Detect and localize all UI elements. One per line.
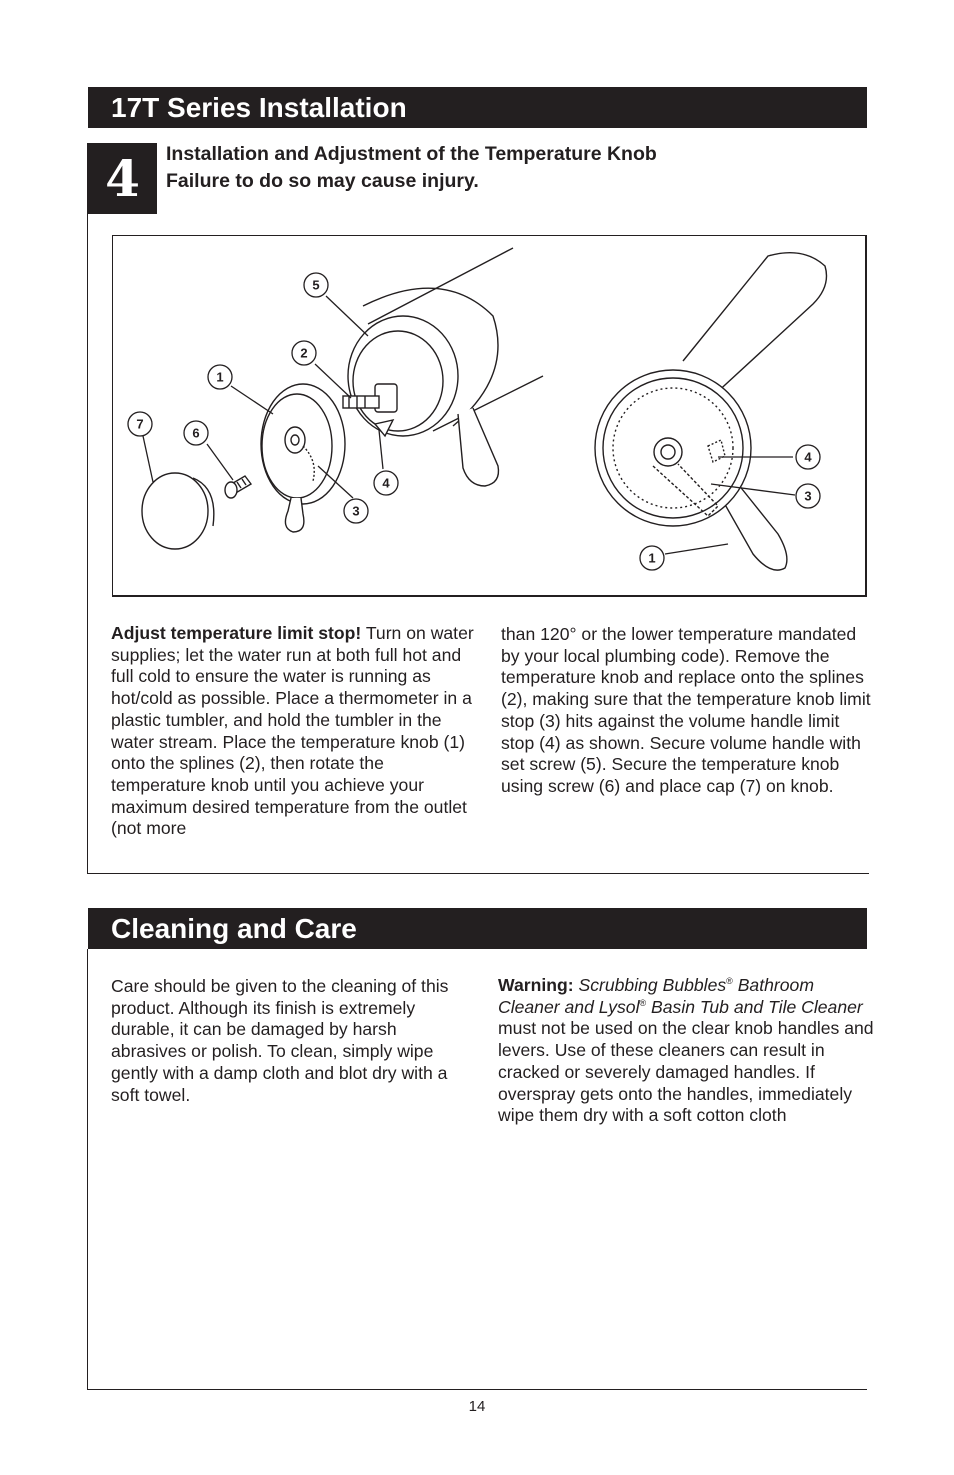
- section-title-cleaning: Cleaning and Care: [88, 908, 867, 949]
- page-number: 14: [468, 1398, 486, 1415]
- callout-1: [208, 365, 232, 389]
- section1-left-rule: [87, 143, 88, 874]
- product-name-1-rest: Bathroom Cleaner and Lysol: [498, 975, 814, 1017]
- svg-text:6: 6: [192, 425, 200, 441]
- warning-label: Warning:: [498, 975, 574, 995]
- step-heading-warning: Failure to do so may cause injury.: [166, 170, 479, 192]
- callout-2: [292, 341, 316, 365]
- install-instructions-col2: [501, 624, 871, 798]
- svg-text:3: 3: [804, 488, 812, 504]
- section1-bottom-rule: [87, 873, 869, 874]
- callout-3-right: [796, 484, 820, 508]
- section2-bottom-rule: [87, 1389, 867, 1390]
- exploded-view-illustration: [113, 236, 865, 595]
- callout-3-left: [344, 499, 368, 523]
- instruction-lead: Adjust temperature limit stop!: [111, 623, 362, 643]
- svg-text:1: 1: [216, 369, 224, 385]
- cleaning-paragraph: Care should be given to the cleaning of this product. Although its finish is extremely durable, it can be damaged by harsh abrasives or polish. To clean, simply wipe gently with a damp cloth and blot dry with a soft towel.: [111, 976, 449, 1105]
- registered-mark-1: ®: [726, 976, 733, 986]
- knob-cap: [142, 473, 208, 549]
- step-heading-title: Installation and Adjustment of the Temperature Knob: [166, 143, 657, 165]
- svg-text:2: 2: [300, 345, 308, 361]
- section-title-installation: 17T Series Installation: [88, 87, 867, 128]
- warning-body: must not be used on the clear knob handles and levers. Use of these cleaners can result in cracked or severely damaged handles. If overspray gets onto the handles, immediately wipe them dry with a soft cotton cloth: [498, 1018, 874, 1126]
- callout-4-right: [796, 445, 820, 469]
- right-knob-hub: [654, 438, 682, 466]
- callout-7: [128, 412, 152, 436]
- callout-4-left: [374, 471, 398, 495]
- instruction-text-part2: than 120° or the lower temperature mandated by your local plumbing code). Remove the temperature knob and replace onto the splines (2), making sure that the temperature knob limit stop (3) hits against the volume handle limit stop (4) as shown. Secure volume handle with set screw (5). Secure the temperature knob using screw (6) and place cap (7) on knob.: [501, 624, 871, 796]
- cleaning-care-text: [111, 976, 476, 1106]
- cleaning-warning-text: [498, 975, 876, 1127]
- callout-6: [184, 421, 208, 445]
- right-handle-upper-lever: [683, 253, 827, 396]
- svg-text:4: 4: [382, 475, 390, 491]
- svg-text:1: 1: [648, 550, 656, 566]
- registered-mark-2: ®: [639, 997, 647, 1008]
- instruction-text-part1: Turn on water supplies; let the water run at both full hot and full cold to ensure the water is running as hot/cold as possible. Place a thermometer in a plastic tumbler, and hold the tumbler in the water stream. Place the temperature knob (1) onto the splines (2), then rotate the temperature knob until you achieve your maximum desired temperature from the outlet (not more: [111, 623, 474, 839]
- valve-body-top-edge: [368, 248, 513, 324]
- temperature-knob-hub: [285, 427, 305, 453]
- step-heading: [166, 141, 657, 195]
- section2-left-rule: [87, 949, 88, 1390]
- product-name-2: Basin Tub and Tile Cleaner: [646, 996, 863, 1017]
- svg-text:4: 4: [804, 449, 812, 465]
- callout-1-right: [640, 546, 664, 570]
- install-instructions-col1: [111, 623, 476, 840]
- product-name-1: Scrubbing Bubbles: [578, 975, 727, 995]
- installation-diagram: [112, 235, 867, 597]
- svg-text:3: 3: [352, 503, 360, 519]
- temperature-knob-lever: [285, 498, 303, 532]
- svg-text:7: 7: [136, 416, 144, 432]
- callout-5: [304, 273, 328, 297]
- volume-handle-lever: [458, 408, 498, 486]
- valve-body-face: [348, 316, 458, 436]
- step-number-badge: 4: [88, 143, 157, 214]
- svg-text:5: 5: [312, 277, 320, 293]
